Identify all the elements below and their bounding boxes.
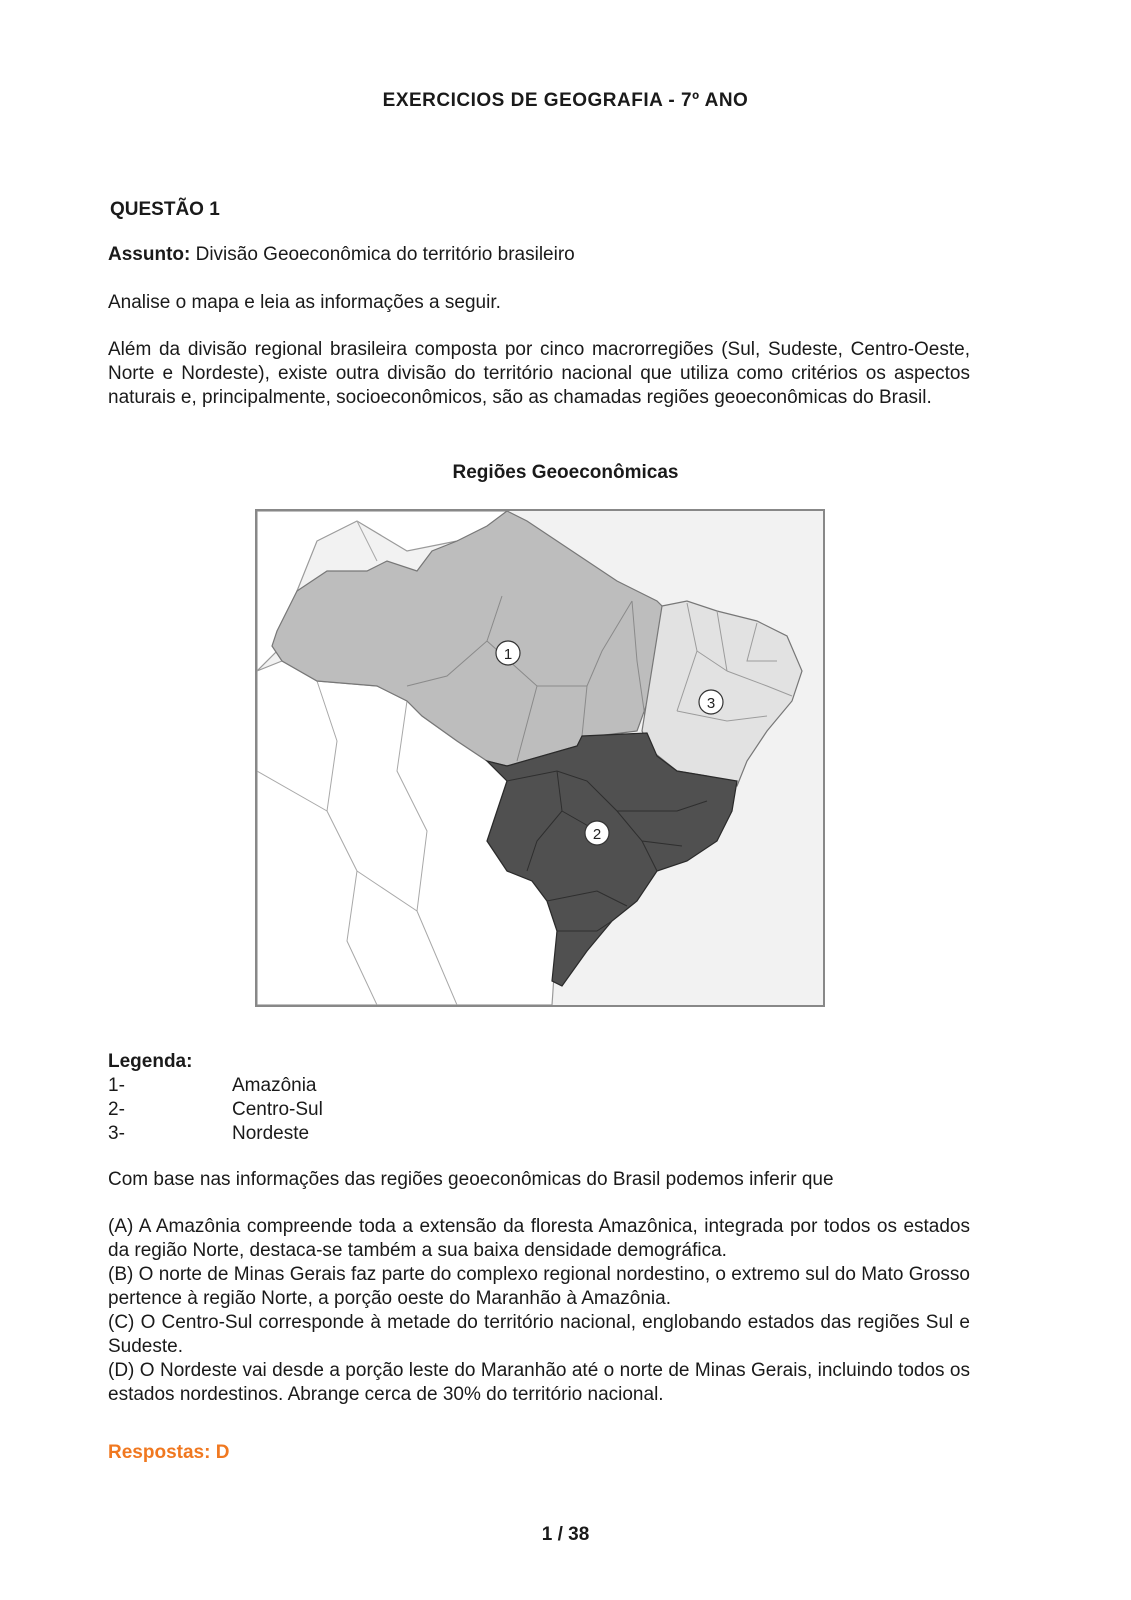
legend-item-number: 1- — [108, 1075, 125, 1096]
map-label-2: 2 — [592, 826, 602, 843]
legend-item — [108, 1099, 323, 1121]
option-d: (D) O Nordeste vai desde a porção leste do Maranhão até o norte de Minas Gerais, incluindo todos os estados nordestinos. Abrange cerca de 30% do território nacional. — [108, 1360, 970, 1405]
intro-text: Analise o mapa e leia as informações a seguir. — [108, 292, 501, 313]
legend-item-label: Nordeste — [232, 1123, 310, 1144]
map-label-3: 3 — [706, 695, 716, 712]
subject-text: Divisão Geoeconômica do território brasileiro — [195, 244, 575, 265]
legend-title: Legenda: — [108, 1051, 193, 1072]
question-prompt: Com base nas informações das regiões geoeconômicas do Brasil podemos inferir que — [108, 1169, 834, 1190]
legend-item-label: Amazônia — [232, 1075, 317, 1096]
map-figure — [255, 509, 825, 1007]
document-title: EXERCICIOS DE GEOGRAFIA - 7º ANO — [382, 90, 749, 111]
legend-item — [108, 1123, 309, 1145]
context-paragraph: Além da divisão regional brasileira composta por cinco macrorregiões (Sul, Sudeste, Centro-Oeste, Norte e Nordeste), existe outra divisão do território nacional que utiliza como critérios os aspectos naturais e, principalmente, socioeconômicos, são as chamadas regiões geoeconômicas do Brasil. — [108, 339, 970, 408]
map-marker-1 — [496, 641, 520, 665]
map-marker-2 — [585, 821, 609, 845]
subject-line — [108, 244, 575, 266]
answer-text: Respostas: D — [108, 1442, 230, 1463]
option-b: (B) O norte de Minas Gerais faz parte do complexo regional nordestino, o extremo sul do Mato Grosso pertence à região Norte, a porção oeste do Maranhão à Amazônia. — [108, 1264, 970, 1309]
option-a: (A) A Amazônia compreende toda a extensão da floresta Amazônica, integrada por todos os estados da região Norte, destaca-se também a sua baixa densidade demográfica. — [108, 1216, 970, 1261]
legend-item-number: 3- — [108, 1123, 125, 1144]
legend-item — [108, 1075, 317, 1097]
map-marker-3 — [699, 690, 723, 714]
question-title: QUESTÃO 1 — [110, 199, 220, 220]
option-c: (C) O Centro-Sul corresponde à metade do território nacional, englobando estados das regiões Sul e Sudeste. — [108, 1312, 970, 1357]
legend-item-number: 2- — [108, 1099, 125, 1120]
legend-item-label: Centro-Sul — [232, 1099, 323, 1120]
page-number: 1 / 38 — [541, 1524, 590, 1545]
brazil-geoeconomic-map — [257, 511, 823, 1005]
subject-label: Assunto: — [108, 244, 191, 265]
map-label-1: 1 — [503, 646, 513, 663]
map-caption: Regiões Geoeconômicas — [452, 462, 679, 483]
